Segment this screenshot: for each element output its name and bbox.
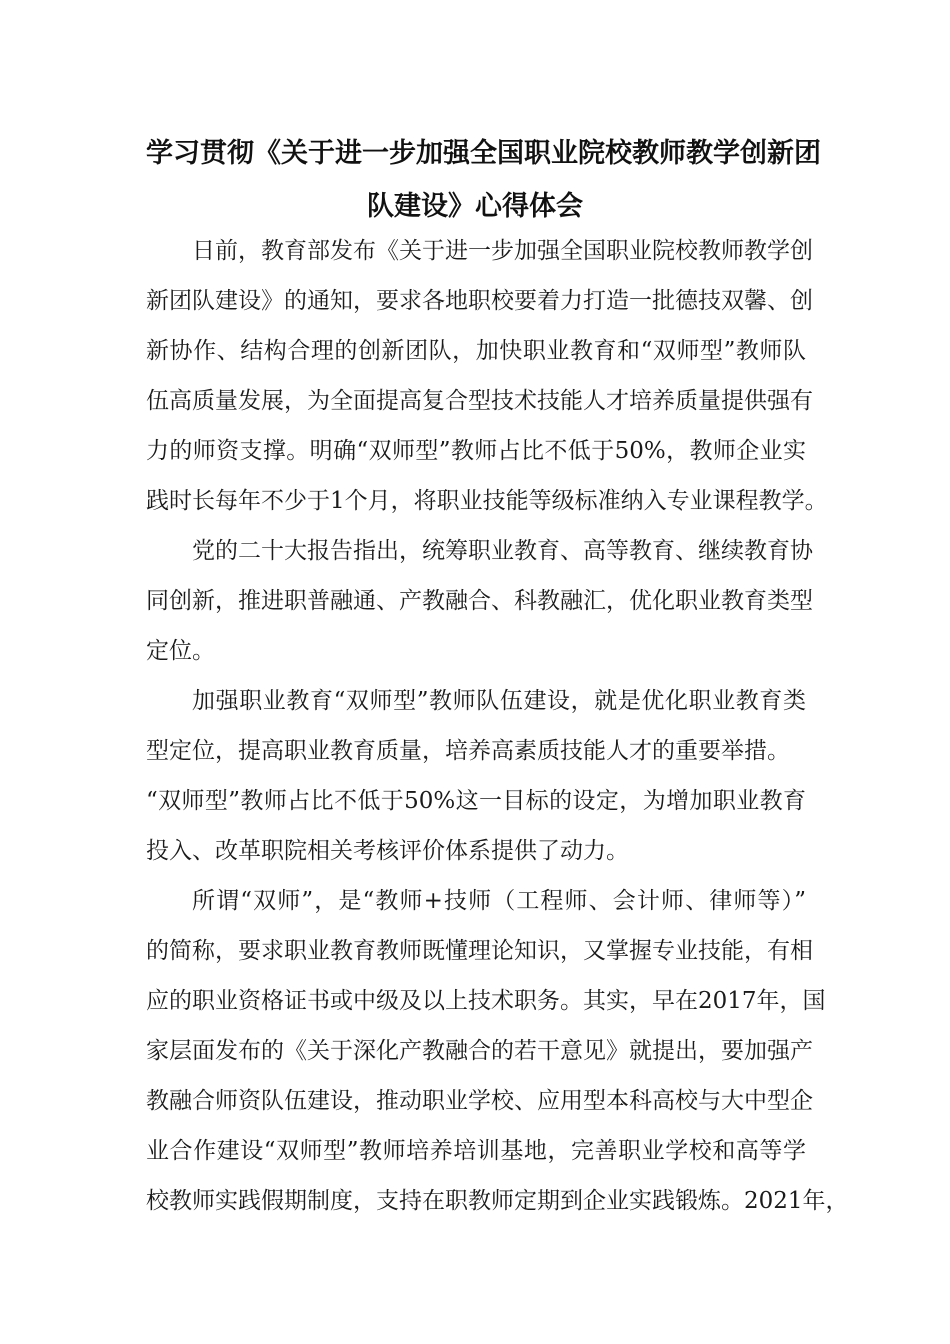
paragraph-1-line-1: 日前，教育部发布《关于进一步加强全国职业院校教师教学创 [192, 238, 813, 264]
paragraph-4-line-3: 应的职业资格证书或中级及以上技术职务。其实，早在2017年，国 [146, 988, 826, 1014]
paragraph-2-line-2: 同创新，推进职普融通、产教融合、科教融汇，优化职业教育类型 [146, 588, 813, 614]
paragraph-1-line-4: 伍高质量发展，为全面提高复合型技术技能人才培养质量提供强有 [146, 388, 813, 414]
paragraph-3-line-4: 投入、改革职院相关考核评价体系提供了动力。 [146, 838, 629, 864]
paragraph-3-line-1: 加强职业教育“双师型”教师队伍建设，就是优化职业教育类 [192, 688, 806, 714]
paragraph-4-line-1: 所谓“双师”，是“教师+技师（工程师、会计师、律师等）” [192, 888, 806, 914]
paragraph-4-line-6: 业合作建设“双师型”教师培养培训基地，完善职业学校和高等学 [146, 1138, 806, 1164]
paragraph-1-line-2: 新团队建设》的通知，要求各地职校要着力打造一批德技双馨、创 [146, 288, 813, 314]
paragraph-1-line-5: 力的师资支撑。明确“双师型”教师占比不低于50%，教师企业实 [146, 438, 806, 464]
paragraph-1-line-3: 新协作、结构合理的创新团队，加快职业教育和“双师型”教师队 [146, 338, 806, 364]
document-title-line-2: 队建设》心得体会 [367, 191, 583, 222]
paragraph-4-line-2: 的简称，要求职业教育教师既懂理论知识，又掌握专业技能，有相 [146, 938, 813, 964]
paragraph-4-line-5: 教融合师资队伍建设，推动职业学校、应用型本科高校与大中型企 [146, 1088, 813, 1114]
paragraph-2-line-1: 党的二十大报告指出，统筹职业教育、高等教育、继续教育协 [192, 538, 813, 564]
paragraph-3-line-2: 型定位，提高职业教育质量，培养高素质技能人才的重要举措。 [146, 738, 790, 764]
paragraph-1-line-6: 践时长每年不少于1个月，将职业技能等级标准纳入专业课程教学。 [146, 488, 828, 514]
paragraph-4-line-7: 校教师实践假期制度，支持在职教师定期到企业实践锻炼。2021年， [146, 1188, 849, 1214]
paragraph-3-line-3: “双师型”教师占比不低于50%这一目标的设定，为增加职业教育 [146, 788, 806, 814]
paragraph-4-line-4: 家层面发布的《关于深化产教融合的若干意见》就提出，要加强产 [146, 1038, 813, 1064]
document-title-line-1: 学习贯彻《关于进一步加强全国职业院校教师教学创新团 [146, 138, 821, 169]
paragraph-2-line-3: 定位。 [146, 638, 215, 664]
